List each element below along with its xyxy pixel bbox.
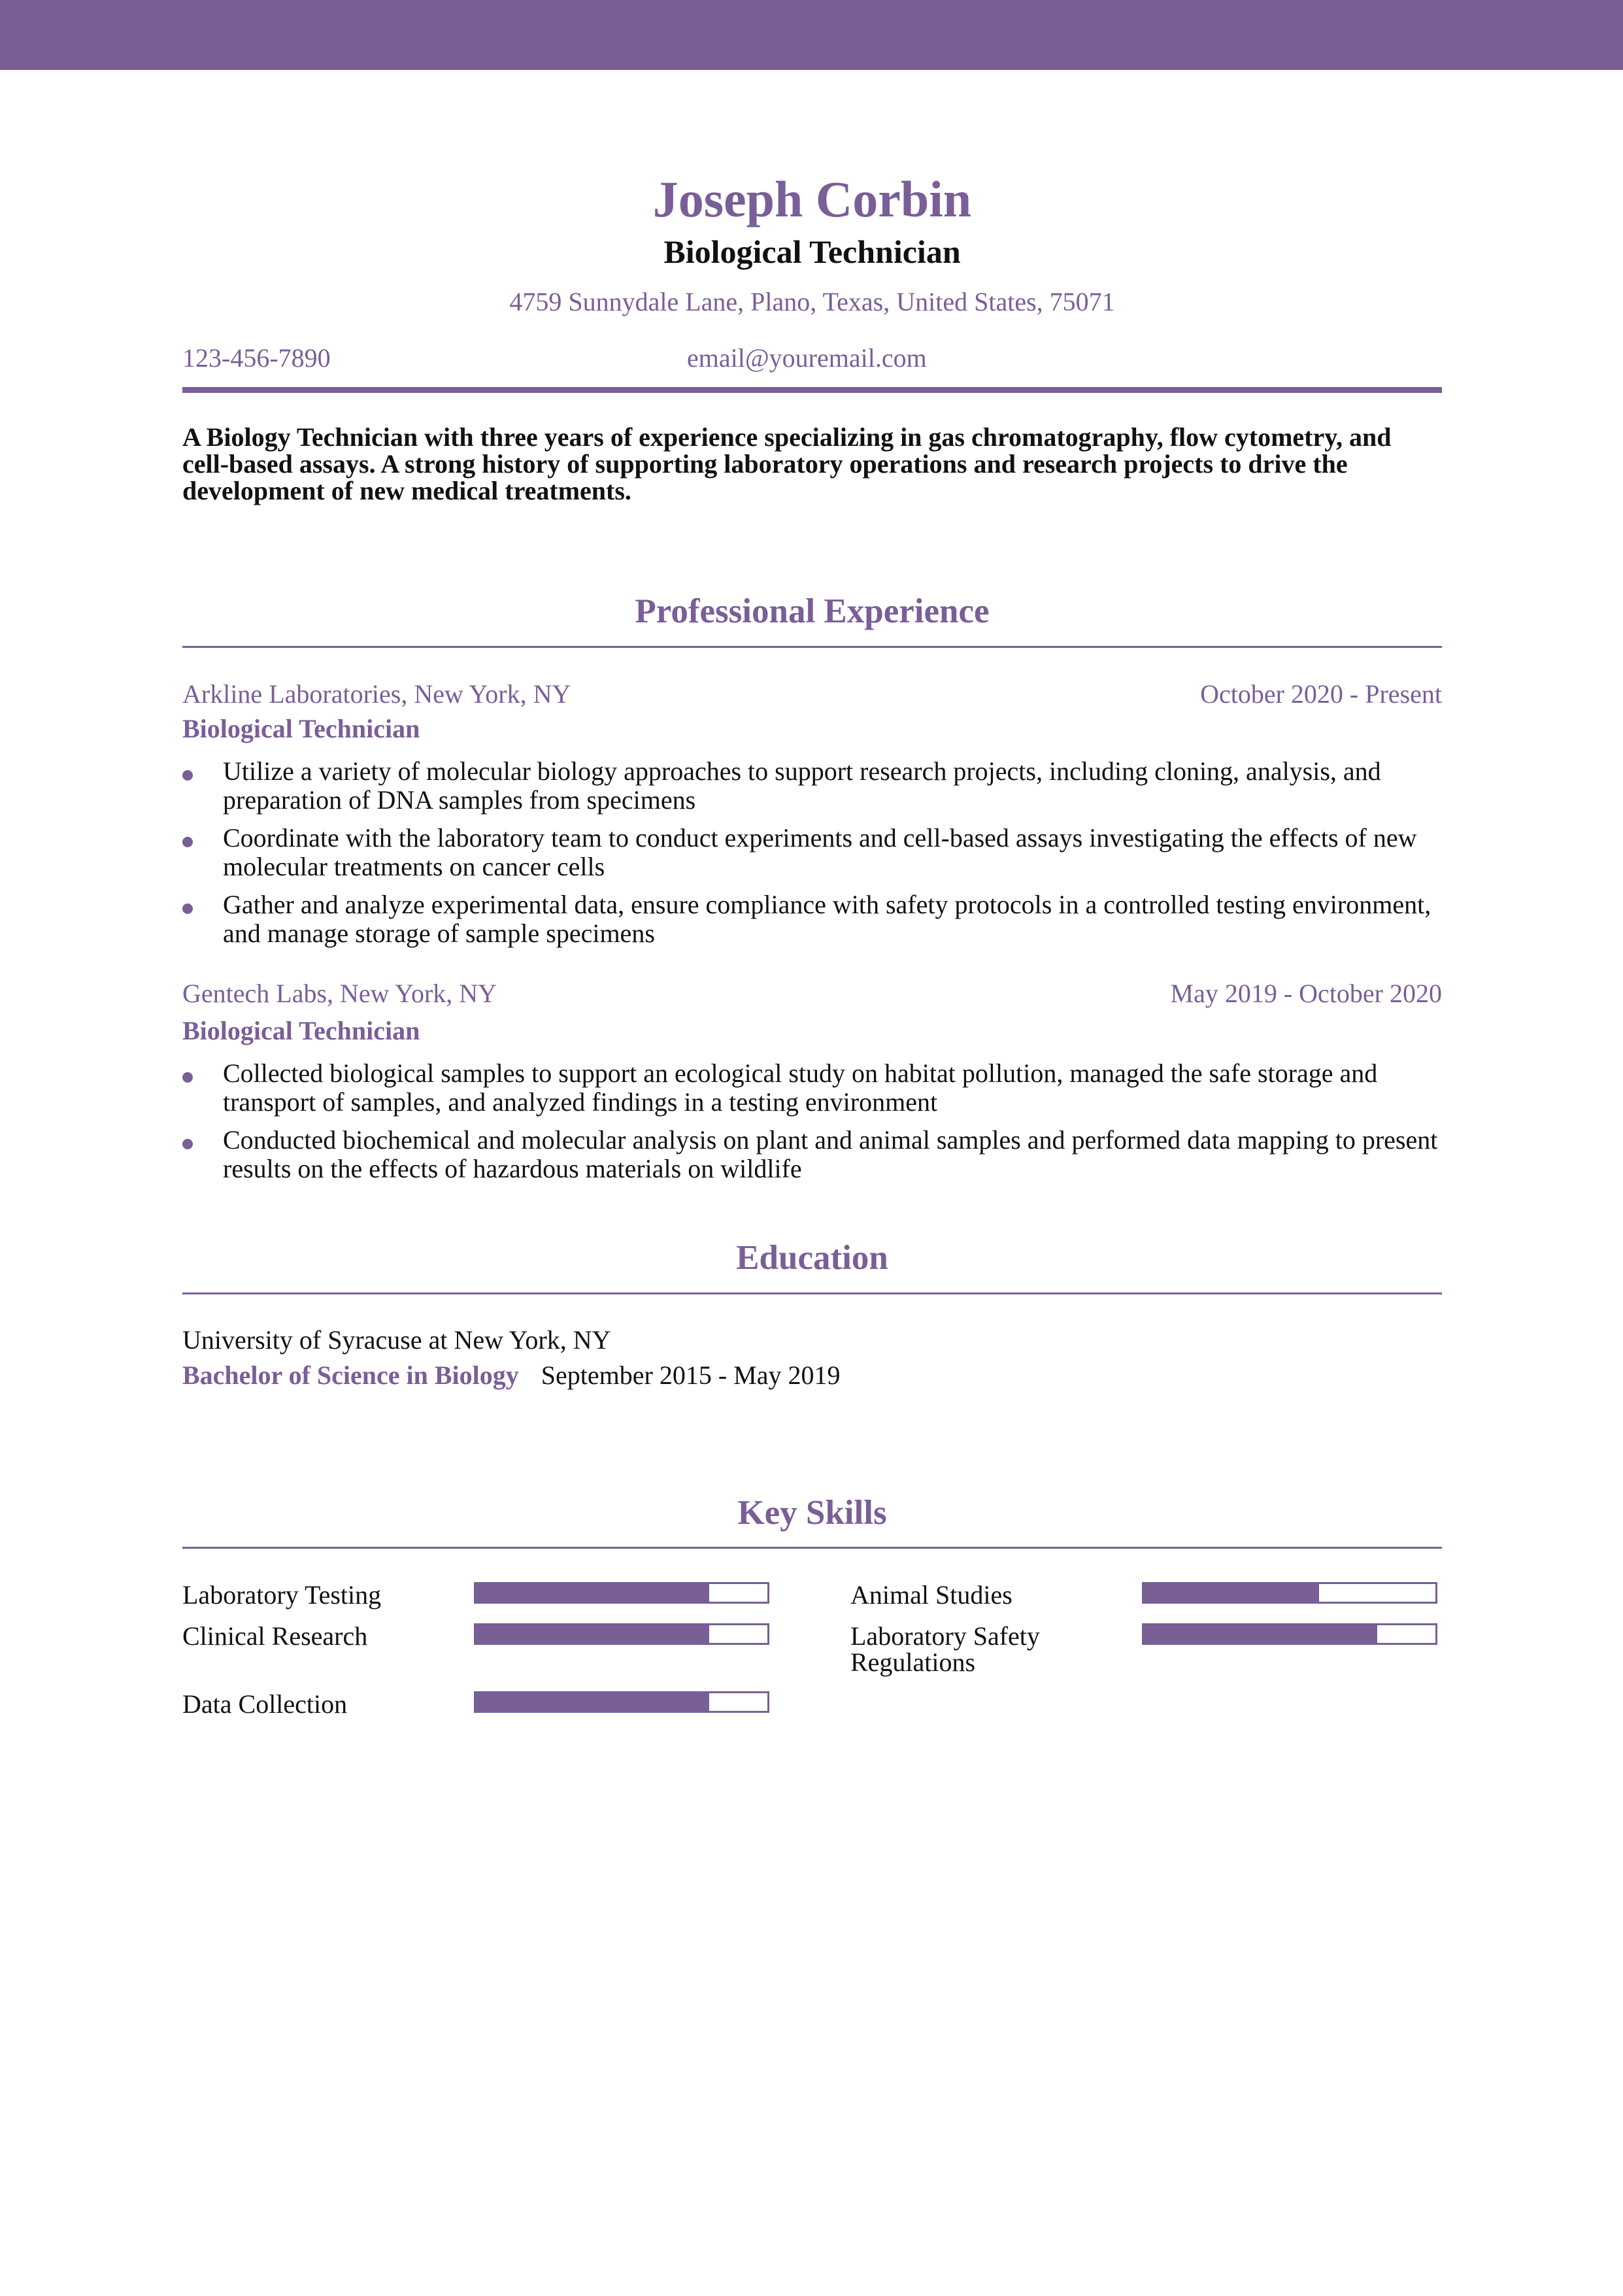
skill-level-fill — [1144, 1584, 1319, 1602]
candidate-name: Joseph Corbin — [652, 171, 972, 228]
candidate-title: Biological Technician — [663, 233, 961, 270]
job-role: Biological Technician — [182, 714, 420, 743]
job-bullets — [182, 757, 1442, 957]
skill-label: Laboratory Testing — [182, 1580, 382, 1610]
address: 4759 Sunnydale Lane, Plano, Texas, United States, 75071 — [509, 287, 1115, 316]
skill-level-bar — [474, 1582, 769, 1604]
skill-level-bar — [1142, 1623, 1437, 1645]
skills-divider — [182, 1547, 1442, 1549]
list-item — [182, 1059, 1442, 1117]
list-item — [182, 890, 1442, 948]
skill-label: Clinical Research — [182, 1621, 368, 1651]
skill-label: Animal Studies — [850, 1580, 1012, 1610]
skill-level-bar — [474, 1623, 769, 1645]
phone-number: 123-456-7890 — [182, 343, 331, 373]
job-dates: May 2019 - October 2020 — [1170, 979, 1442, 1008]
job-header — [182, 979, 1442, 1008]
experience-heading: Professional Experience — [635, 592, 990, 630]
bullet-text: Conducted biochemical and molecular analysis on plant and animal samples and performed data mapping to present results on the effects of hazardous materials on wildlife — [223, 1125, 1438, 1183]
list-item — [182, 824, 1442, 881]
education-degree: Bachelor of Science in Biology — [182, 1360, 519, 1390]
bullet-dot — [182, 1139, 193, 1149]
skill-level-fill — [476, 1625, 709, 1643]
job-role: Biological Technician — [182, 1016, 420, 1045]
education-school: University of Syracuse at New York, NY — [182, 1325, 611, 1355]
job-dates: October 2020 - Present — [1200, 679, 1442, 709]
education-heading: Education — [736, 1239, 888, 1277]
skill-level-fill — [476, 1584, 709, 1602]
job-company: Gentech Labs, New York, NY — [182, 979, 497, 1008]
header-divider — [182, 387, 1442, 393]
skill-level-fill — [476, 1693, 709, 1711]
bullet-text: Coordinate with the laboratory team to conduct experiments and cell-based assays investigating the effects of new molecular treatments on cancer cells — [223, 823, 1417, 881]
job-company: Arkline Laboratories, New York, NY — [182, 679, 571, 709]
education-details — [182, 1361, 841, 1390]
bullet-text: Utilize a variety of molecular biology approaches to support research projects, including cloning, analysis, and preparation of DNA samples from specimens — [223, 756, 1381, 815]
skills-heading: Key Skills — [737, 1494, 887, 1532]
bullet-dot — [182, 903, 193, 914]
bullet-dot — [182, 1072, 193, 1083]
list-item — [182, 757, 1442, 815]
summary-text: A Biology Technician with three years of experience specializing in gas chromatography, flow cytometry, and cell-based assays. A strong history of supporting laboratory operations and research projects to drive the development of new medical treatments. — [182, 422, 1392, 506]
skill-level-bar — [1142, 1582, 1437, 1604]
email-address: email@youremail.com — [687, 343, 927, 373]
list-item — [182, 1126, 1442, 1183]
job-header — [182, 680, 1442, 709]
bullet-text: Gather and analyze experimental data, ensure compliance with safety protocols in a controlled testing environment, and manage storage of sample specimens — [223, 890, 1431, 948]
education-dates: September 2015 - May 2019 — [541, 1360, 841, 1390]
bullet-text: Collected biological samples to support an ecological study on habitat pollution, managed the safe storage and transport of samples, and analyzed findings in a testing environment — [223, 1058, 1378, 1117]
skill-label: Laboratory Safety Regulations — [850, 1621, 1040, 1677]
education-divider — [182, 1292, 1442, 1294]
experience-divider — [182, 646, 1442, 648]
top-accent-bar — [0, 0, 1623, 70]
bullet-dot — [182, 770, 193, 781]
skill-level-bar — [474, 1691, 769, 1713]
skill-label: Data Collection — [182, 1689, 348, 1719]
skill-level-fill — [1144, 1625, 1377, 1643]
bullet-dot — [182, 837, 193, 847]
job-bullets — [182, 1059, 1442, 1192]
